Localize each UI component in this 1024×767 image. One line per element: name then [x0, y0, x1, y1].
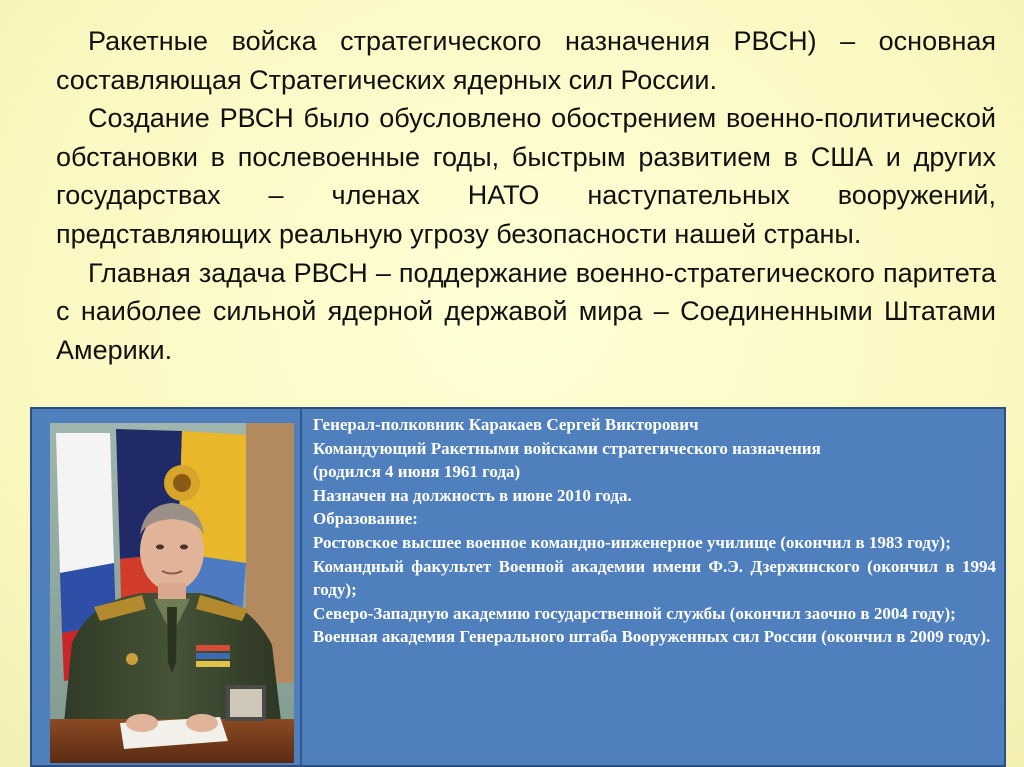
general-position: Командующий Ракетными войсками стратегического назначения	[313, 438, 821, 458]
general-appointed: Назначен на должность в июне 2010 года.	[313, 485, 632, 505]
general-name: Генерал-полковник Каракаев Сергей Викторович	[313, 415, 699, 434]
education-item: Ростовское высшее военное командно-инженерное училище (окончил в 1983 году);	[313, 532, 951, 552]
education-item: Командный факультет Военной академии имени Ф.Э. Дзержинского (окончил в 1994 году);	[313, 556, 996, 600]
bio-table	[30, 407, 1006, 767]
education-item: Военная академия Генерального штаба Вооруженных сил России (окончил в 2009 году).	[313, 627, 991, 647]
intro-paragraph-3: Главная задача РВСН – поддержание военно-стратегического паритета с наиболее сильной ядерной державой мира – Соединенными Штатами Америки.	[56, 257, 996, 365]
intro-paragraph-2: Создание РВСН было обусловлено обострением военно-политической обстановки в послевоенные годы, быстрым развитием в США и других государствах – членах НАТО наступательных вооружений, представляющих реальную угрозу безопасности нашей страны.	[56, 103, 996, 249]
general-birthdate: (родился 4 июня 1961 года)	[313, 462, 521, 482]
intro-text	[56, 22, 996, 369]
bio-text	[302, 409, 1004, 765]
photo-cell	[32, 409, 302, 765]
portrait-photo	[50, 423, 294, 763]
intro-paragraph-1: Ракетные войска стратегического назначения РВСН) – основная составляющая Стратегических ядерных сил России.	[56, 26, 996, 95]
education-heading: Образование:	[313, 509, 418, 529]
education-item: Северо-Западную академию государственной службы (окончил заочно в 2004 году);	[313, 603, 956, 623]
